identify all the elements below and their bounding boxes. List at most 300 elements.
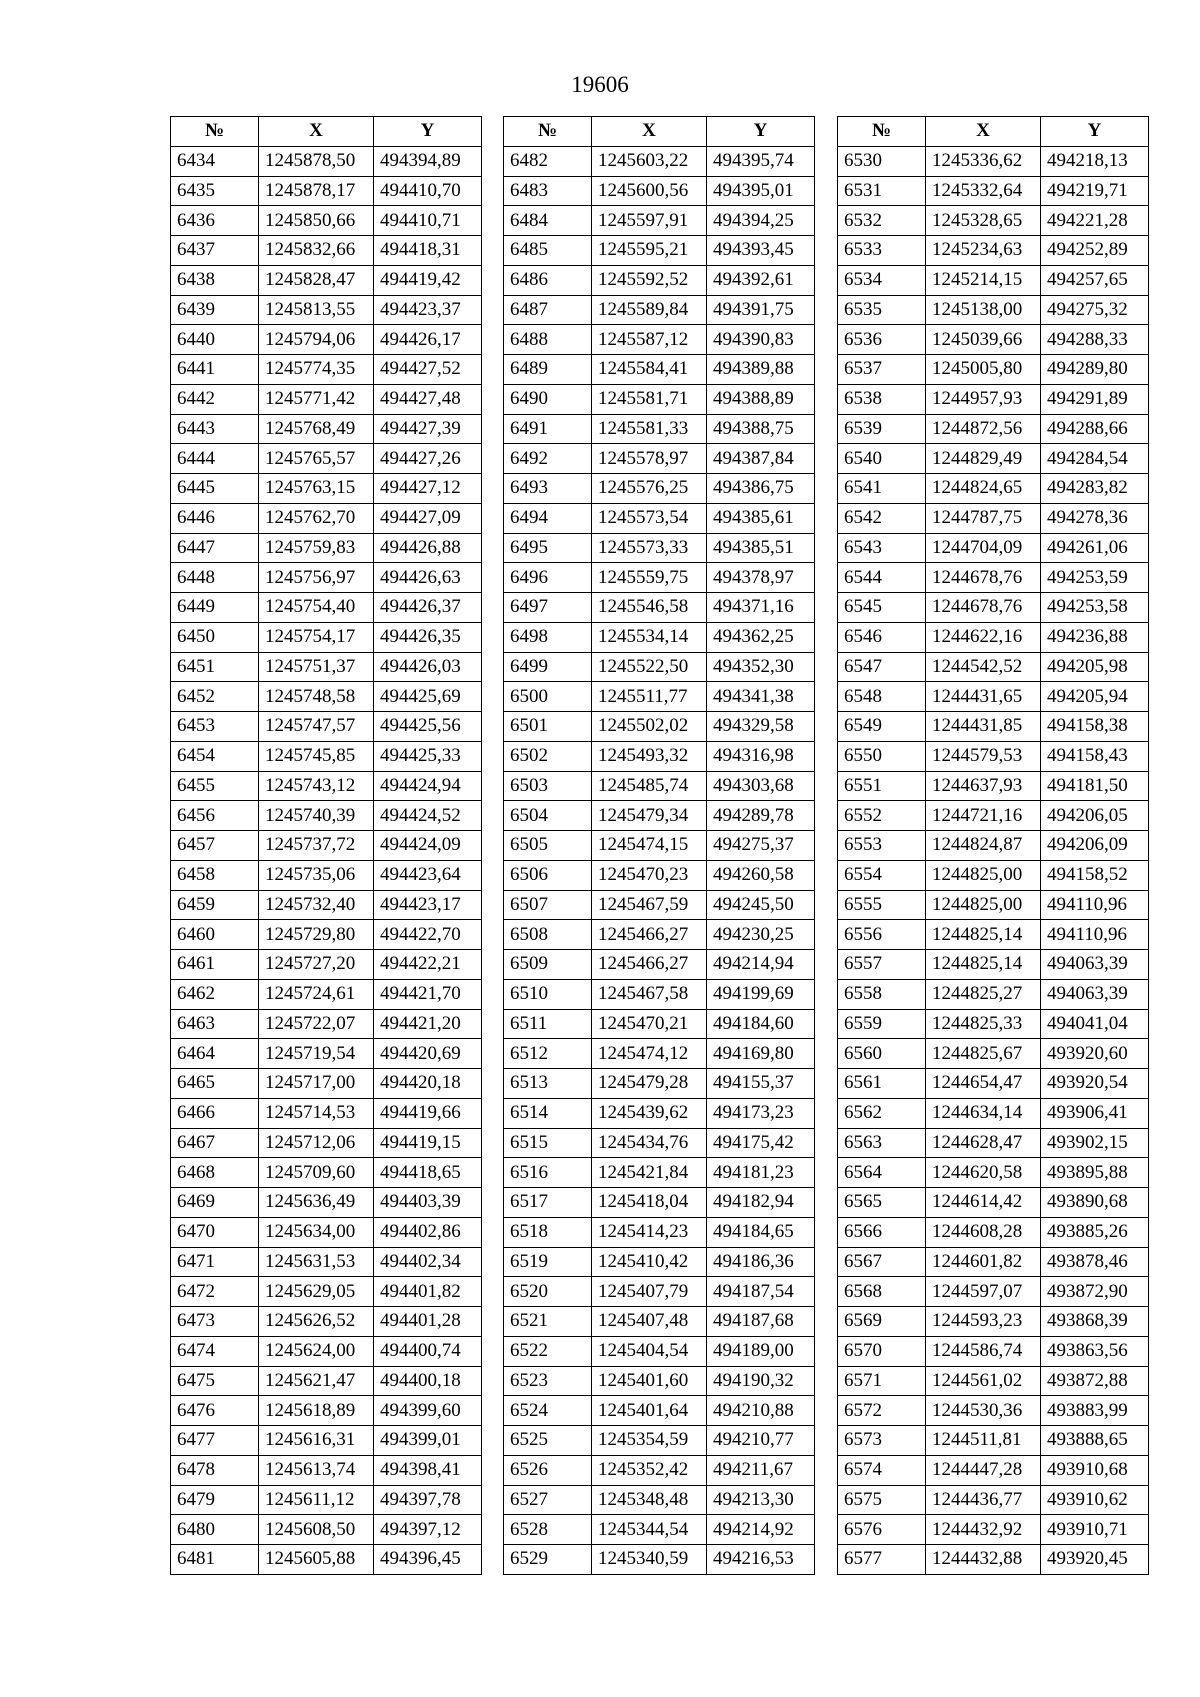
y-coordinate: 494187,54 (707, 1277, 815, 1307)
table-row (504, 474, 815, 504)
y-coordinate: 494418,31 (374, 236, 482, 266)
point-number: 6436 (171, 206, 259, 236)
x-coordinate: 1245605,88 (259, 1545, 374, 1575)
y-coordinate: 494423,37 (374, 295, 482, 325)
x-coordinate: 1245414,23 (592, 1217, 707, 1247)
x-coordinate: 1245737,72 (259, 831, 374, 861)
point-number: 6529 (504, 1545, 592, 1575)
x-coordinate: 1245754,40 (259, 593, 374, 623)
point-number: 6480 (171, 1515, 259, 1545)
point-number: 6467 (171, 1128, 259, 1158)
x-coordinate: 1245584,41 (592, 355, 707, 385)
y-coordinate: 494214,92 (707, 1515, 815, 1545)
x-coordinate: 1245878,50 (259, 146, 374, 176)
y-coordinate: 494218,13 (1041, 146, 1149, 176)
table-row (504, 1307, 815, 1337)
point-number: 6483 (504, 176, 592, 206)
y-coordinate: 494063,39 (1041, 950, 1149, 980)
x-coordinate: 1245613,74 (259, 1455, 374, 1485)
x-coordinate: 1245624,00 (259, 1336, 374, 1366)
table-row (171, 1366, 482, 1396)
x-coordinate: 1245732,40 (259, 890, 374, 920)
y-coordinate: 493872,90 (1041, 1277, 1149, 1307)
x-coordinate: 1245759,83 (259, 533, 374, 563)
point-number: 6535 (838, 295, 926, 325)
table-row (171, 563, 482, 593)
table-row (838, 831, 1149, 861)
x-coordinate: 1244447,28 (926, 1455, 1041, 1485)
table-row (171, 682, 482, 712)
point-number: 6526 (504, 1455, 592, 1485)
table-row (504, 1366, 815, 1396)
table-row (838, 1455, 1149, 1485)
point-number: 6538 (838, 384, 926, 414)
point-number: 6489 (504, 355, 592, 385)
point-number: 6454 (171, 741, 259, 771)
table-row (838, 1426, 1149, 1456)
y-coordinate: 494289,78 (707, 801, 815, 831)
table-row (504, 771, 815, 801)
y-coordinate: 494110,96 (1041, 890, 1149, 920)
point-number: 6560 (838, 1039, 926, 1069)
y-coordinate: 493910,62 (1041, 1485, 1149, 1515)
x-coordinate: 1245418,04 (592, 1188, 707, 1218)
y-coordinate: 494214,94 (707, 950, 815, 980)
point-number: 6485 (504, 236, 592, 266)
point-number: 6540 (838, 444, 926, 474)
point-number: 6492 (504, 444, 592, 474)
table-row (171, 1128, 482, 1158)
y-coordinate: 494426,63 (374, 563, 482, 593)
x-coordinate: 1245576,25 (592, 474, 707, 504)
table-row (838, 1158, 1149, 1188)
x-coordinate: 1245005,80 (926, 355, 1041, 385)
coordinates-table-3 (837, 116, 1149, 1575)
table-row (171, 1158, 482, 1188)
y-coordinate: 494396,45 (374, 1545, 482, 1575)
point-number: 6479 (171, 1485, 259, 1515)
header-y: Y (374, 117, 482, 147)
y-coordinate: 493920,60 (1041, 1039, 1149, 1069)
x-coordinate: 1244597,07 (926, 1277, 1041, 1307)
table-row (171, 1307, 482, 1337)
point-number: 6523 (504, 1366, 592, 1396)
y-coordinate: 494316,98 (707, 741, 815, 771)
point-number: 6552 (838, 801, 926, 831)
x-coordinate: 1245466,27 (592, 920, 707, 950)
y-coordinate: 494206,05 (1041, 801, 1149, 831)
x-coordinate: 1245434,76 (592, 1128, 707, 1158)
point-number: 6473 (171, 1307, 259, 1337)
table-row (504, 503, 815, 533)
point-number: 6452 (171, 682, 259, 712)
y-coordinate: 494371,16 (707, 593, 815, 623)
y-coordinate: 494210,88 (707, 1396, 815, 1426)
table-row (171, 860, 482, 890)
point-number: 6541 (838, 474, 926, 504)
x-coordinate: 1245581,33 (592, 414, 707, 444)
table-row (838, 1515, 1149, 1545)
table-row (838, 176, 1149, 206)
y-coordinate: 494410,71 (374, 206, 482, 236)
y-coordinate: 494421,70 (374, 979, 482, 1009)
point-number: 6493 (504, 474, 592, 504)
y-coordinate: 494253,58 (1041, 593, 1149, 623)
x-coordinate: 1245724,61 (259, 979, 374, 1009)
table-row (171, 1247, 482, 1277)
y-coordinate: 494041,04 (1041, 1009, 1149, 1039)
table-row (838, 265, 1149, 295)
table-row (504, 236, 815, 266)
y-coordinate: 493878,46 (1041, 1247, 1149, 1277)
point-number: 6440 (171, 325, 259, 355)
y-coordinate: 494401,82 (374, 1277, 482, 1307)
point-number: 6500 (504, 682, 592, 712)
point-number: 6495 (504, 533, 592, 563)
point-number: 6564 (838, 1158, 926, 1188)
x-coordinate: 1244872,56 (926, 414, 1041, 444)
x-coordinate: 1245589,84 (592, 295, 707, 325)
y-coordinate: 494388,75 (707, 414, 815, 444)
point-number: 6445 (171, 474, 259, 504)
point-number: 6471 (171, 1247, 259, 1277)
x-coordinate: 1245712,06 (259, 1128, 374, 1158)
x-coordinate: 1244825,00 (926, 890, 1041, 920)
table-row (838, 533, 1149, 563)
x-coordinate: 1245479,34 (592, 801, 707, 831)
table-row (504, 1426, 815, 1456)
x-coordinate: 1244678,76 (926, 563, 1041, 593)
header-x: X (592, 117, 707, 147)
x-coordinate: 1245597,91 (592, 206, 707, 236)
point-number: 6469 (171, 1188, 259, 1218)
x-coordinate: 1244628,47 (926, 1128, 1041, 1158)
x-coordinate: 1245727,20 (259, 950, 374, 980)
point-number: 6487 (504, 295, 592, 325)
point-number: 6562 (838, 1098, 926, 1128)
x-coordinate: 1245714,53 (259, 1098, 374, 1128)
x-coordinate: 1245493,32 (592, 741, 707, 771)
x-coordinate: 1245729,80 (259, 920, 374, 950)
y-coordinate: 494245,50 (707, 890, 815, 920)
point-number: 6482 (504, 146, 592, 176)
y-coordinate: 494189,00 (707, 1336, 815, 1366)
table-row (504, 593, 815, 623)
coordinates-table-1 (170, 116, 482, 1575)
table-row (838, 146, 1149, 176)
x-coordinate: 1244614,42 (926, 1188, 1041, 1218)
table-row (504, 146, 815, 176)
table-row (504, 1069, 815, 1099)
table-row (838, 860, 1149, 890)
y-coordinate: 494426,17 (374, 325, 482, 355)
x-coordinate: 1244586,74 (926, 1336, 1041, 1366)
point-number: 6498 (504, 622, 592, 652)
point-number: 6490 (504, 384, 592, 414)
y-coordinate: 493890,68 (1041, 1188, 1149, 1218)
table-row (838, 890, 1149, 920)
x-coordinate: 1244511,81 (926, 1426, 1041, 1456)
y-coordinate: 493895,88 (1041, 1158, 1149, 1188)
y-coordinate: 494289,80 (1041, 355, 1149, 385)
table-row (504, 950, 815, 980)
y-coordinate: 494288,33 (1041, 325, 1149, 355)
y-coordinate: 494402,34 (374, 1247, 482, 1277)
table-row (504, 622, 815, 652)
point-number: 6491 (504, 414, 592, 444)
y-coordinate: 494155,37 (707, 1069, 815, 1099)
header-number: № (171, 117, 259, 147)
table-row (504, 1188, 815, 1218)
table-row (171, 1098, 482, 1128)
point-number: 6434 (171, 146, 259, 176)
table-row (504, 325, 815, 355)
table-row (171, 741, 482, 771)
y-coordinate: 494418,65 (374, 1158, 482, 1188)
coordinates-table-2 (503, 116, 815, 1575)
y-coordinate: 494158,52 (1041, 860, 1149, 890)
table-row (171, 622, 482, 652)
point-number: 6481 (171, 1545, 259, 1575)
table-row (838, 712, 1149, 742)
point-number: 6561 (838, 1069, 926, 1099)
point-number: 6435 (171, 176, 259, 206)
y-coordinate: 493920,45 (1041, 1545, 1149, 1575)
x-coordinate: 1244634,14 (926, 1098, 1041, 1128)
table-row (504, 444, 815, 474)
point-number: 6508 (504, 920, 592, 950)
y-coordinate: 494352,30 (707, 652, 815, 682)
point-number: 6524 (504, 1396, 592, 1426)
y-coordinate: 494391,75 (707, 295, 815, 325)
y-coordinate: 494260,58 (707, 860, 815, 890)
y-coordinate: 493910,68 (1041, 1455, 1149, 1485)
y-coordinate: 494394,89 (374, 146, 482, 176)
x-coordinate: 1244622,16 (926, 622, 1041, 652)
x-coordinate: 1245747,57 (259, 712, 374, 742)
table-row (504, 979, 815, 1009)
table-row (838, 593, 1149, 623)
x-coordinate: 1245214,15 (926, 265, 1041, 295)
y-coordinate: 494278,36 (1041, 503, 1149, 533)
x-coordinate: 1245234,63 (926, 236, 1041, 266)
x-coordinate: 1245878,17 (259, 176, 374, 206)
x-coordinate: 1244825,00 (926, 860, 1041, 890)
x-coordinate: 1245709,60 (259, 1158, 374, 1188)
point-number: 6456 (171, 801, 259, 831)
point-number: 6554 (838, 860, 926, 890)
x-coordinate: 1244637,93 (926, 771, 1041, 801)
point-number: 6437 (171, 236, 259, 266)
point-number: 6531 (838, 176, 926, 206)
table-row (838, 1247, 1149, 1277)
point-number: 6494 (504, 503, 592, 533)
point-number: 6506 (504, 860, 592, 890)
y-coordinate: 494423,64 (374, 860, 482, 890)
table-row (504, 533, 815, 563)
x-coordinate: 1245765,57 (259, 444, 374, 474)
point-number: 6516 (504, 1158, 592, 1188)
y-coordinate: 494426,37 (374, 593, 482, 623)
header-number: № (838, 117, 926, 147)
point-number: 6502 (504, 741, 592, 771)
y-coordinate: 494288,66 (1041, 414, 1149, 444)
table-row (171, 1217, 482, 1247)
table-row (504, 206, 815, 236)
y-coordinate: 494427,48 (374, 384, 482, 414)
point-number: 6518 (504, 1217, 592, 1247)
x-coordinate: 1245467,59 (592, 890, 707, 920)
table-row (504, 265, 815, 295)
y-coordinate: 494425,33 (374, 741, 482, 771)
point-number: 6563 (838, 1128, 926, 1158)
x-coordinate: 1245546,58 (592, 593, 707, 623)
x-coordinate: 1245626,52 (259, 1307, 374, 1337)
table-row (171, 950, 482, 980)
y-coordinate: 494393,45 (707, 236, 815, 266)
x-coordinate: 1245407,79 (592, 1277, 707, 1307)
point-number: 6569 (838, 1307, 926, 1337)
point-number: 6470 (171, 1217, 259, 1247)
y-coordinate: 494303,68 (707, 771, 815, 801)
x-coordinate: 1245740,39 (259, 801, 374, 831)
table-row (838, 295, 1149, 325)
point-number: 6571 (838, 1366, 926, 1396)
point-number: 6512 (504, 1039, 592, 1069)
point-number: 6465 (171, 1069, 259, 1099)
y-coordinate: 494389,88 (707, 355, 815, 385)
header-x: X (926, 117, 1041, 147)
x-coordinate: 1244620,58 (926, 1158, 1041, 1188)
x-coordinate: 1245138,00 (926, 295, 1041, 325)
x-coordinate: 1244825,67 (926, 1039, 1041, 1069)
y-coordinate: 493888,65 (1041, 1426, 1149, 1456)
x-coordinate: 1244436,77 (926, 1485, 1041, 1515)
table-row (504, 831, 815, 861)
y-coordinate: 494424,09 (374, 831, 482, 861)
y-coordinate: 494210,77 (707, 1426, 815, 1456)
y-coordinate: 494158,43 (1041, 741, 1149, 771)
y-coordinate: 494173,23 (707, 1098, 815, 1128)
point-number: 6450 (171, 622, 259, 652)
point-number: 6462 (171, 979, 259, 1009)
y-coordinate: 494387,84 (707, 444, 815, 474)
table-row (504, 176, 815, 206)
table-row (838, 1217, 1149, 1247)
table-row (504, 1545, 815, 1575)
table-row (838, 1396, 1149, 1426)
y-coordinate: 494230,25 (707, 920, 815, 950)
point-number: 6525 (504, 1426, 592, 1456)
x-coordinate: 1245573,54 (592, 503, 707, 533)
point-number: 6515 (504, 1128, 592, 1158)
y-coordinate: 494362,25 (707, 622, 815, 652)
table-row (838, 1485, 1149, 1515)
x-coordinate: 1244721,16 (926, 801, 1041, 831)
y-coordinate: 494158,38 (1041, 712, 1149, 742)
y-coordinate: 494284,54 (1041, 444, 1149, 474)
x-coordinate: 1245410,42 (592, 1247, 707, 1277)
table-row (838, 474, 1149, 504)
x-coordinate: 1245401,64 (592, 1396, 707, 1426)
y-coordinate: 494394,25 (707, 206, 815, 236)
point-number: 6532 (838, 206, 926, 236)
y-coordinate: 494425,56 (374, 712, 482, 742)
x-coordinate: 1245401,60 (592, 1366, 707, 1396)
table-row (171, 236, 482, 266)
table-row (171, 979, 482, 1009)
y-coordinate: 493883,99 (1041, 1396, 1149, 1426)
y-coordinate: 494181,50 (1041, 771, 1149, 801)
point-number: 6463 (171, 1009, 259, 1039)
x-coordinate: 1245522,50 (592, 652, 707, 682)
point-number: 6556 (838, 920, 926, 950)
x-coordinate: 1245636,49 (259, 1188, 374, 1218)
y-coordinate: 493902,15 (1041, 1128, 1149, 1158)
x-coordinate: 1245813,55 (259, 295, 374, 325)
x-coordinate: 1245348,48 (592, 1485, 707, 1515)
y-coordinate: 494426,88 (374, 533, 482, 563)
point-number: 6533 (838, 236, 926, 266)
point-number: 6547 (838, 652, 926, 682)
y-coordinate: 494419,42 (374, 265, 482, 295)
header-y: Y (1041, 117, 1149, 147)
point-number: 6444 (171, 444, 259, 474)
table-row (838, 652, 1149, 682)
x-coordinate: 1245404,54 (592, 1336, 707, 1366)
x-coordinate: 1244432,88 (926, 1545, 1041, 1575)
point-number: 6568 (838, 1277, 926, 1307)
y-coordinate: 494206,09 (1041, 831, 1149, 861)
y-coordinate: 494424,52 (374, 801, 482, 831)
y-coordinate: 493863,56 (1041, 1336, 1149, 1366)
point-number: 6514 (504, 1098, 592, 1128)
table-row (171, 1455, 482, 1485)
table-row (838, 384, 1149, 414)
table-row (504, 652, 815, 682)
table-header-row (171, 117, 482, 147)
y-coordinate: 494395,01 (707, 176, 815, 206)
point-number: 6466 (171, 1098, 259, 1128)
point-number: 6527 (504, 1485, 592, 1515)
point-number: 6447 (171, 533, 259, 563)
table-row (504, 1217, 815, 1247)
x-coordinate: 1245466,27 (592, 950, 707, 980)
point-number: 6455 (171, 771, 259, 801)
point-number: 6545 (838, 593, 926, 623)
y-coordinate: 494427,39 (374, 414, 482, 444)
y-coordinate: 494175,42 (707, 1128, 815, 1158)
point-number: 6457 (171, 831, 259, 861)
table-row (171, 206, 482, 236)
point-number: 6549 (838, 712, 926, 742)
x-coordinate: 1245344,54 (592, 1515, 707, 1545)
table-row (171, 176, 482, 206)
table-row (171, 890, 482, 920)
x-coordinate: 1244825,14 (926, 920, 1041, 950)
point-number: 6517 (504, 1188, 592, 1218)
y-coordinate: 494397,78 (374, 1485, 482, 1515)
x-coordinate: 1245850,66 (259, 206, 374, 236)
x-coordinate: 1245794,06 (259, 325, 374, 355)
point-number: 6559 (838, 1009, 926, 1039)
table-row (838, 682, 1149, 712)
y-coordinate: 494403,39 (374, 1188, 482, 1218)
table-row (504, 1098, 815, 1128)
point-number: 6488 (504, 325, 592, 355)
y-coordinate: 494199,69 (707, 979, 815, 1009)
table-header-row (838, 117, 1149, 147)
